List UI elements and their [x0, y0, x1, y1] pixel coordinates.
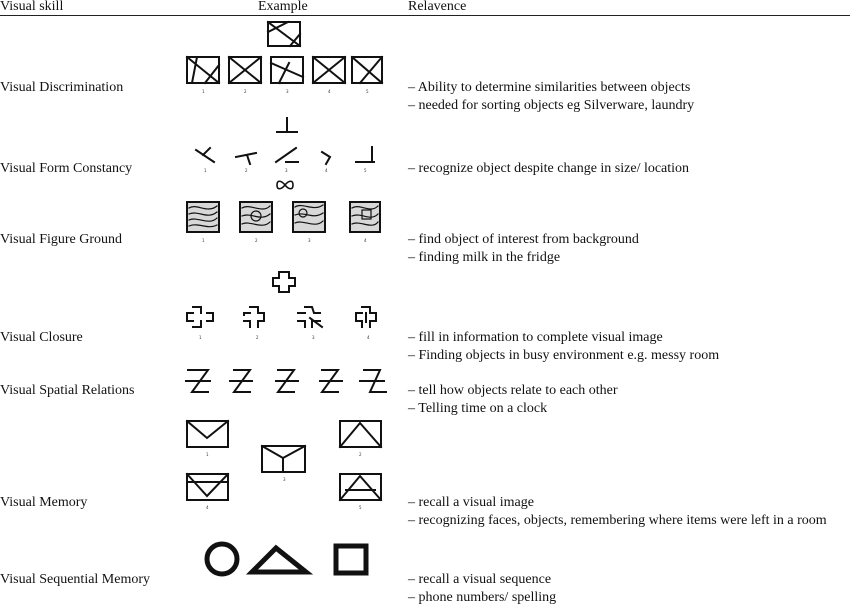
option-mark: 3 [283, 477, 286, 482]
closure-option-2 [244, 307, 264, 327]
relevance-line: – Ability to determine similarities between objects [408, 80, 691, 95]
option-mark: 2 [244, 89, 247, 94]
option-mark: 4 [325, 168, 328, 173]
discrimination-option-4 [313, 57, 345, 83]
relevance-line: – recognizing faces, objects, remembering where items were left in a room [408, 513, 827, 528]
closure-target-cross [273, 272, 295, 292]
figure-ground-option-3 [293, 202, 325, 232]
discrimination-option-1 [187, 57, 219, 83]
relevance-line: – needed for sorting objects eg Silverware, laundry [408, 98, 695, 113]
spatial-option-1 [186, 370, 210, 392]
skill-visual-discrimination: Visual Discrimination [0, 80, 124, 95]
memory-option-4 [187, 474, 228, 500]
form-constancy-target-figure [277, 118, 297, 132]
relevance-line: – finding milk in the fridge [408, 250, 561, 265]
form-constancy-example [196, 118, 374, 189]
circle-shape-icon [207, 544, 237, 574]
discrimination-example [187, 22, 382, 83]
option-mark: 2 [359, 452, 362, 457]
spatial-option-2 [230, 370, 252, 392]
discrimination-option-5 [352, 57, 382, 83]
option-mark: 4 [364, 238, 367, 243]
spatial-relations-example [186, 370, 386, 392]
option-mark: 3 [312, 335, 315, 340]
option-mark: 3 [286, 89, 289, 94]
skill-visual-sequential-memory: Visual Sequential Memory [0, 572, 151, 587]
infinity-icon [277, 181, 293, 189]
option-mark: 2 [256, 335, 259, 340]
option-mark: 3 [308, 238, 311, 243]
discrimination-option-3 [271, 57, 303, 83]
skill-visual-memory: Visual Memory [0, 495, 88, 510]
sequential-memory-example [207, 544, 366, 574]
header-visual-skill: Visual skill [0, 0, 64, 14]
closure-option-3 [298, 307, 322, 327]
figure-ground-option-4 [350, 202, 380, 232]
memory-option-1 [187, 421, 228, 447]
option-mark: 1 [202, 89, 205, 94]
form-constancy-option-5 [356, 147, 374, 162]
relevance-line: – tell how objects relate to each other [408, 383, 618, 398]
relevance-line: – Telling time on a clock [408, 401, 548, 416]
figure-ground-option-1 [187, 202, 219, 232]
option-mark: 5 [364, 168, 367, 173]
option-mark: 4 [206, 505, 209, 510]
option-mark: 2 [245, 168, 248, 173]
header-relevance: Relavence [408, 0, 467, 14]
option-mark: 5 [359, 505, 362, 510]
spatial-option-4 [320, 370, 342, 392]
option-mark: 1 [206, 452, 209, 457]
closure-option-4 [356, 307, 376, 327]
relevance-line: – find object of interest from background [408, 232, 639, 247]
option-mark: 4 [328, 89, 331, 94]
option-mark: 1 [202, 238, 205, 243]
option-mark: 2 [255, 238, 258, 243]
option-mark: 5 [366, 89, 369, 94]
form-constancy-option-1 [196, 148, 214, 162]
relevance-line: – recognize object despite change in size/ location [408, 161, 690, 176]
spatial-option-3 [276, 370, 298, 392]
relevance-line: – recall a visual image [408, 495, 534, 510]
relevance-line: – fill in information to complete visual image [408, 330, 663, 345]
form-constancy-option-2 [236, 153, 256, 164]
memory-option-5 [340, 474, 381, 500]
figure-ground-option-2 [240, 202, 272, 232]
memory-option-3 [262, 446, 305, 472]
discrimination-option-2 [229, 57, 261, 83]
option-mark: 3 [285, 168, 288, 173]
triangle-shape-icon [252, 548, 306, 572]
figure-ground-example [187, 202, 380, 232]
option-mark: 1 [199, 335, 202, 340]
skill-visual-form-constancy: Visual Form Constancy [0, 161, 133, 176]
option-mark: 4 [367, 335, 370, 340]
relevance-line: – Finding objects in busy environment e.g. messy room [408, 348, 720, 363]
closure-option-1 [187, 307, 213, 327]
square-shape-icon [336, 546, 366, 573]
skill-visual-figure-ground: Visual Figure Ground [0, 232, 123, 247]
memory-option-2 [340, 421, 381, 447]
relevance-line: – phone numbers/ spelling [408, 590, 557, 605]
closure-example [187, 272, 376, 327]
skill-visual-closure: Visual Closure [0, 330, 83, 345]
discrimination-target-figure [268, 22, 300, 46]
relevance-line: – recall a visual sequence [408, 572, 552, 587]
memory-example [187, 421, 381, 500]
spatial-option-5 [360, 370, 386, 392]
form-constancy-option-3 [276, 148, 298, 162]
option-mark: 1 [204, 168, 207, 173]
header-example: Example [258, 0, 308, 14]
skill-visual-spatial-relations: Visual Spatial Relations [0, 383, 135, 398]
form-constancy-option-4 [322, 152, 330, 164]
